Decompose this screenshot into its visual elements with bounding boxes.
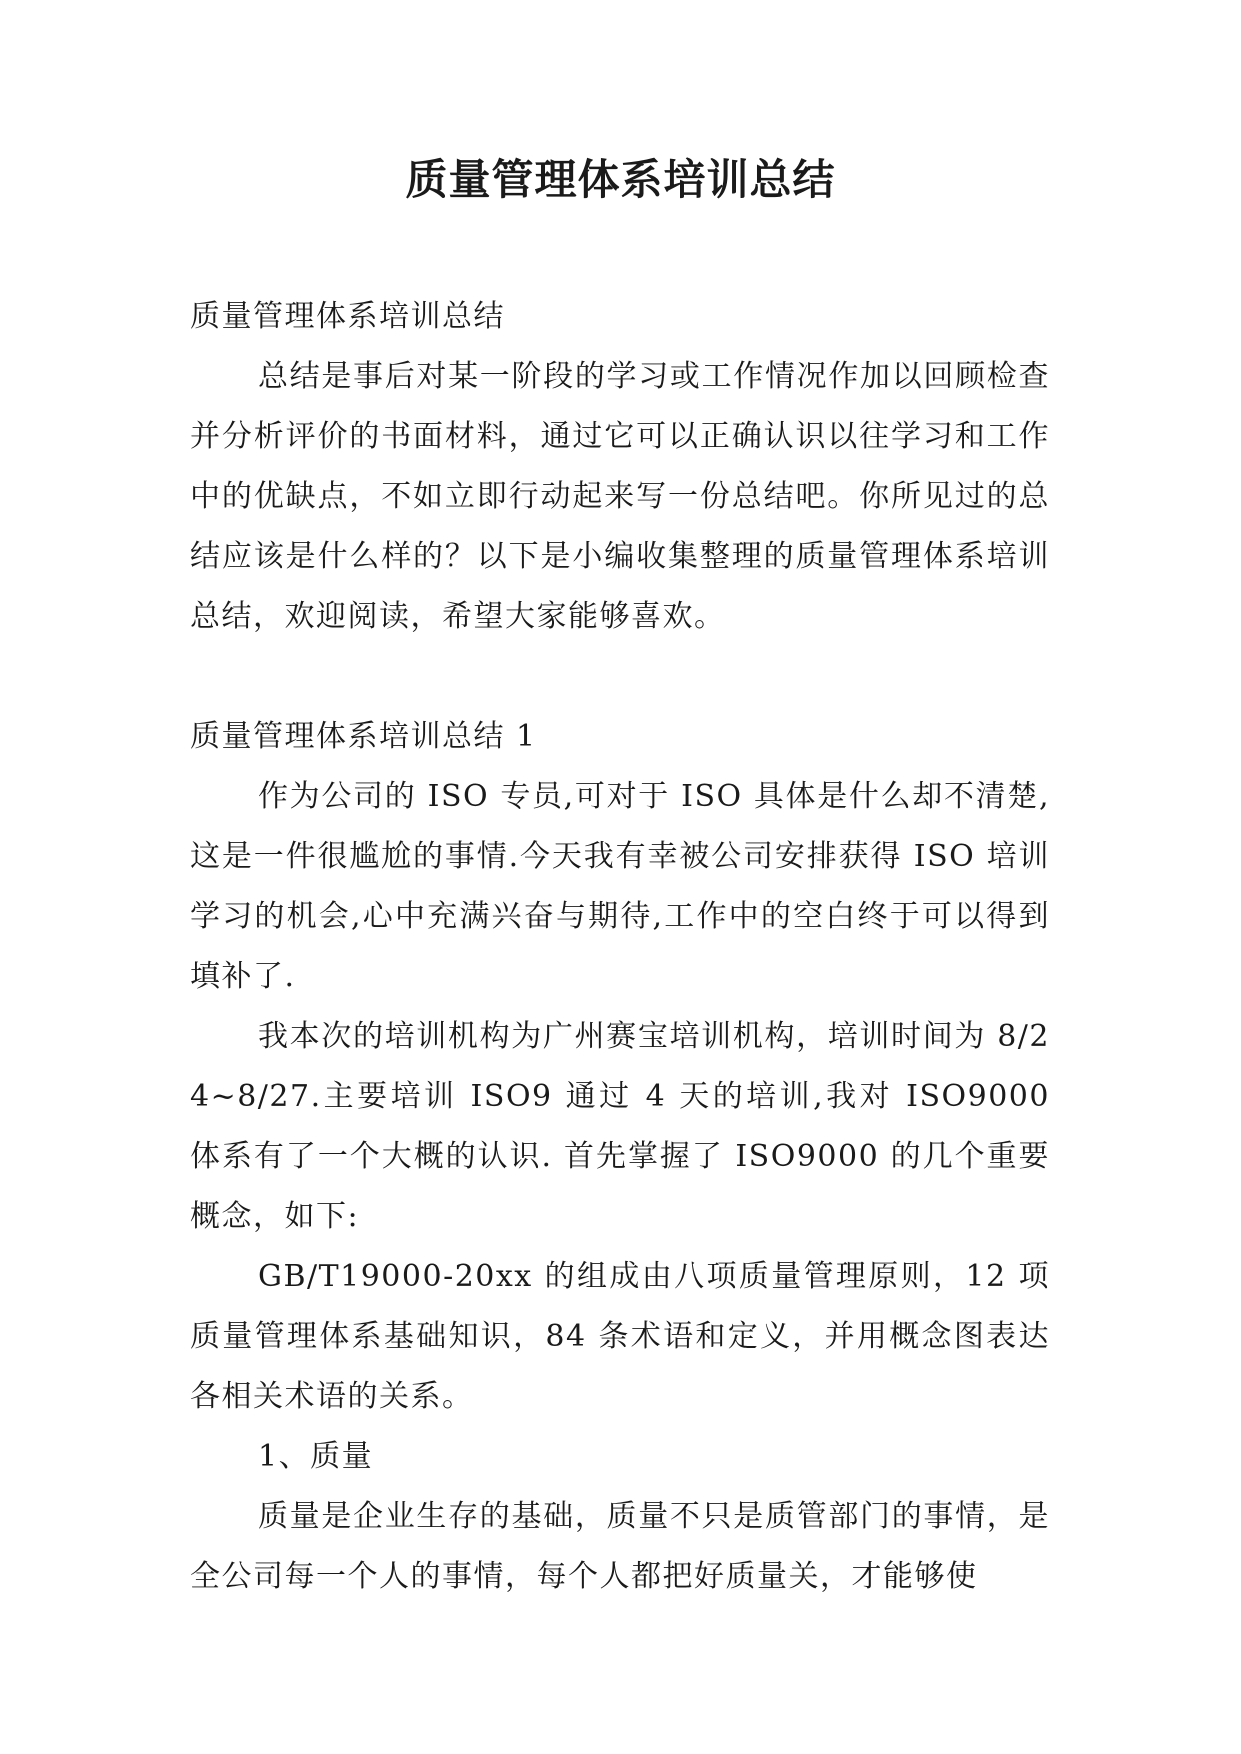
numbered-heading: 1、质量: [258, 1439, 374, 1474]
intro-paragraph: 总结是事后对某一阶段的学习或工作情况作加以回顾检查并分析评价的书面材料，通过它可以正确认识以往学习和工作中的优缺点，不如立即行动起来写一份总结吧。你所见过的总结应该是什么样的？以下是小编收集整理的质量管理体系培训总结，欢迎阅读，希望大家能够喜欢。: [190, 359, 1050, 634]
body-paragraph: 我本次的培训机构为广州赛宝培训机构，培训时间为 8/24~8/27.主要培训 ISO9 通过 4 天的培训,我对 ISO9000 体系有了一个大概的认识. 首先掌握了 ISO9000 的几个重要概念，如下:: [190, 1019, 1050, 1234]
section-heading: 质量管理体系培训总结 1: [190, 719, 537, 754]
document-body: [190, 287, 1050, 1607]
page-title: 质量管理体系培训总结: [405, 155, 836, 204]
document-subtitle: 质量管理体系培训总结: [190, 299, 505, 334]
section-spacer: [190, 647, 1050, 707]
body-paragraph: GB/T19000-20xx 的组成由八项质量管理原则，12 项质量管理体系基础知识，84 条术语和定义，并用概念图表达各相关术语的关系。: [190, 1259, 1050, 1414]
body-paragraph: 作为公司的 ISO 专员,可对于 ISO 具体是什么却不清楚,这是一件很尴尬的事情.今天我有幸被公司安排获得 ISO 培训学习的机会,心中充满兴奋与期待,工作中的空白终于可以得到填补了.: [190, 779, 1050, 994]
body-paragraph: 质量是企业生存的基础，质量不只是质管部门的事情，是全公司每一个人的事情，每个人都把好质量关，才能够使: [190, 1499, 1050, 1594]
